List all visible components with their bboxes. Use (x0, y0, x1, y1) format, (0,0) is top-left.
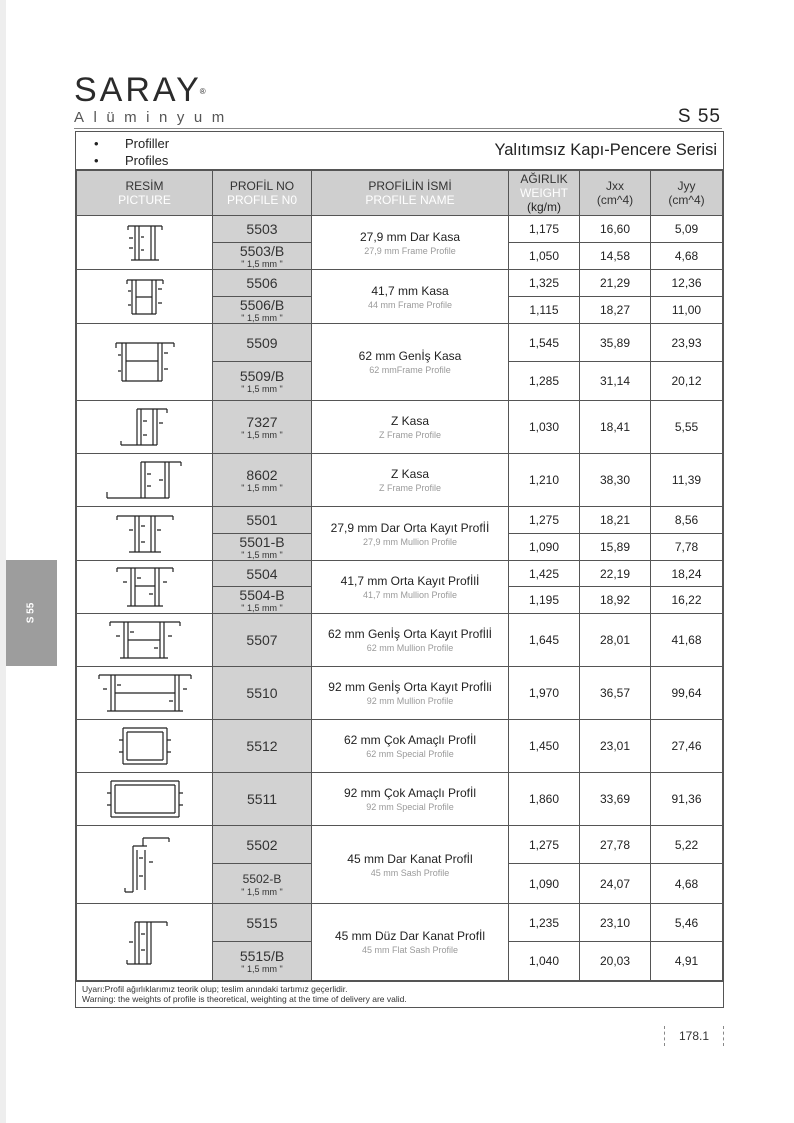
jyy-cell: 16,22 (651, 587, 723, 614)
jyy-cell: 41,68 (651, 614, 723, 667)
weight-cell: 1,275 (509, 507, 580, 534)
jyy-cell: 27,46 (651, 720, 723, 773)
profile-5501-icon (113, 512, 177, 556)
jyy-cell: 5,22 (651, 826, 723, 864)
profile-name-cell (312, 561, 509, 614)
weight-cell: 1,090 (509, 864, 580, 904)
profile-no-cell (213, 773, 312, 826)
weight-warning (76, 981, 723, 1007)
warning-tr: Uyarı:Profil ağırlıklarımız teorik olup; teslim anındaki tartımız geçerlidir. (82, 984, 348, 994)
brand-logo (74, 72, 234, 126)
profile-no-cell (213, 270, 312, 297)
jxx-cell: 23,01 (580, 720, 651, 773)
jyy-cell: 4,91 (651, 942, 723, 981)
jyy-cell: 11,39 (651, 454, 723, 507)
series-title: Yalıtımsız Kapı-Pencere Serisi (494, 141, 717, 159)
header-profile-name (312, 171, 509, 216)
weight-cell: 1,235 (509, 904, 580, 942)
header-weight-en: WEIGHT (520, 186, 568, 200)
profile-thickness-note: " 1,5 mm " (241, 313, 283, 323)
jyy-cell: 8,56 (651, 507, 723, 534)
jxx-cell: 22,19 (580, 561, 651, 587)
profile-name-en: 27,9 mm Mullion Profile (362, 536, 458, 547)
header-profile-name-tr: PROFİLİN İSMİ (368, 179, 452, 193)
warning-en: Warning: the weights of profile is theoretical, weighting at the time of delivery are valid. (82, 994, 407, 1004)
table-titlebar (76, 132, 723, 170)
profile-no: 8602 (246, 467, 278, 483)
profile-name-cell (312, 720, 509, 773)
profile-no: 5501-B (239, 534, 285, 550)
profile-no-cell (213, 826, 312, 864)
jxx-cell: 28,01 (580, 614, 651, 667)
row-picture (77, 454, 213, 507)
profile-no: 5506/B (239, 297, 285, 313)
page-number: 178.1 (678, 1029, 710, 1043)
profile-name-cell (312, 507, 509, 561)
profile-no: 5515/B (239, 948, 285, 964)
profile-name-cell (312, 773, 509, 826)
profile-no-cell (213, 362, 312, 401)
profile-no: 7327 (246, 414, 278, 430)
jxx-cell: 14,58 (580, 243, 651, 270)
profile-no-cell (213, 324, 312, 362)
profile-name-cell (312, 216, 509, 270)
weight-cell: 1,325 (509, 270, 580, 297)
profile-name-tr: 92 mm Çok Amaçlı Profİl (343, 786, 477, 800)
jyy-cell: 5,55 (651, 401, 723, 454)
profile-name-tr: 62 mm Çok Amaçlı Profİl (343, 733, 477, 747)
row-picture (77, 614, 213, 667)
profile-no: 5511 (246, 791, 278, 807)
row-picture (77, 270, 213, 324)
weight-cell: 1,195 (509, 587, 580, 614)
jxx-cell: 31,14 (580, 362, 651, 401)
profile-name-en: 92 mm Mullion Profile (366, 696, 454, 706)
row-picture (77, 773, 213, 826)
profile-no-cell (213, 614, 312, 667)
header-jyy (651, 171, 723, 216)
table-row (77, 324, 723, 362)
profile-thickness-note: " 1,5 mm " (241, 483, 283, 493)
weight-cell: 1,040 (509, 942, 580, 981)
profile-name-tr: 92 mm Genİş Orta Kayıt Profİli (328, 680, 492, 694)
table-row (77, 401, 723, 454)
table-row (77, 773, 723, 826)
jxx-cell: 21,29 (580, 270, 651, 297)
jxx-cell: 23,10 (580, 904, 651, 942)
profile-no-cell (213, 864, 312, 904)
profile-name-cell (312, 614, 509, 667)
profile-5507-icon (106, 618, 184, 662)
header-picture-en: PICTURE (118, 193, 171, 207)
row-picture (77, 904, 213, 981)
table-row (77, 720, 723, 773)
profile-name-cell (312, 401, 509, 454)
profile-no: 5504-B (239, 587, 285, 603)
profile-name-en: 44 mm Frame Profile (367, 299, 453, 310)
profile-no-cell (213, 561, 312, 587)
jyy-cell: 20,12 (651, 362, 723, 401)
section-label-tr: • Profiller (94, 135, 169, 152)
profile-no: 5502 (246, 836, 278, 853)
table-row (77, 614, 723, 667)
jyy-cell: 99,64 (651, 667, 723, 720)
jyy-cell: 11,00 (651, 297, 723, 324)
side-tab-label: S 55 (25, 602, 37, 624)
profile-name-tr: 41,7 mm Kasa (371, 283, 449, 298)
profile-name-tr: 62 mm Genİş Orta Kayıt Profİlİ (327, 627, 493, 641)
profile-no: 5501 (246, 512, 278, 528)
row-picture (77, 561, 213, 614)
profile-5515-icon (117, 916, 173, 968)
profile-thickness-note: " 1,5 mm " (241, 259, 283, 269)
brand-name: SARAY (74, 71, 202, 109)
profile-name-en: 62 mm Special Profile (366, 749, 454, 759)
row-picture (77, 720, 213, 773)
jxx-cell: 38,30 (580, 454, 651, 507)
profile-thickness-note: " 1,5 mm " (241, 384, 283, 394)
weight-cell: 1,970 (509, 667, 580, 720)
row-picture (77, 507, 213, 561)
profile-no: 5509/B (239, 368, 285, 384)
header-weight-unit: (kg/m) (527, 200, 561, 214)
header-profile-no-en: PROFILE N0 (226, 193, 298, 207)
profile-no-cell (213, 216, 312, 243)
weight-cell: 1,050 (509, 243, 580, 270)
profile-name-en: Z Frame Profile (378, 483, 441, 493)
profile-7327-icon (117, 405, 173, 449)
weight-cell: 1,645 (509, 614, 580, 667)
profile-no-cell (213, 720, 312, 773)
jxx-cell: 20,03 (580, 942, 651, 981)
profile-table-frame (75, 131, 724, 1008)
jxx-cell: 18,92 (580, 587, 651, 614)
profile-name-cell (312, 324, 509, 401)
profile-name-en: Z Frame Profile (378, 430, 441, 440)
header-weight (509, 171, 580, 216)
jxx-cell: 18,27 (580, 297, 651, 324)
header-rule (74, 128, 722, 129)
side-tab (6, 560, 57, 666)
jyy-cell: 5,46 (651, 904, 723, 942)
profile-name-cell (312, 826, 509, 904)
weight-cell: 1,450 (509, 720, 580, 773)
profile-5504-icon (113, 564, 177, 610)
header-jxx-unit: (cm^4) (596, 193, 634, 207)
profile-5502-icon (115, 832, 175, 898)
profile-no: 5512 (246, 738, 278, 754)
jxx-cell: 33,69 (580, 773, 651, 826)
header-profile-no (213, 171, 312, 216)
jxx-cell: 18,41 (580, 401, 651, 454)
profile-thickness-note: " 1,5 mm " (241, 430, 283, 440)
header-picture (77, 171, 213, 216)
profile-thickness-note: " 1,5 mm " (241, 964, 283, 974)
weight-cell: 1,175 (509, 216, 580, 243)
profile-name-en: 62 mmFrame Profile (369, 365, 451, 375)
profile-no-cell (213, 297, 312, 324)
brand-sub: Alüminyum (74, 109, 234, 126)
row-picture (77, 324, 213, 401)
table-row (77, 561, 723, 587)
profile-name-en: 45 mm Sash Profile (370, 867, 450, 878)
profile-name-en: 92 mm Special Profile (366, 802, 454, 812)
row-picture (77, 826, 213, 904)
jyy-cell: 4,68 (651, 243, 723, 270)
registered-mark: ® (199, 87, 209, 96)
profile-name-cell (312, 270, 509, 324)
profile-5506-icon (124, 277, 166, 317)
jyy-cell: 4,68 (651, 864, 723, 904)
table-row (77, 270, 723, 297)
profile-name-tr: 27,9 mm Dar Orta Kayıt Profİİ (330, 520, 490, 535)
jyy-cell: 91,36 (651, 773, 723, 826)
profile-name-en: 41,7 mm Mullion Profile (362, 590, 458, 600)
profile-no: 5502-B (242, 871, 282, 886)
weight-cell: 1,545 (509, 324, 580, 362)
jxx-cell: 35,89 (580, 324, 651, 362)
profile-5510-icon (95, 671, 195, 715)
profile-no: 5515 (246, 914, 278, 931)
header-jxx-label: Jxx (606, 179, 624, 193)
profile-thickness-note: " 1,5 mm " (241, 550, 283, 560)
jxx-cell: 15,89 (580, 534, 651, 561)
series-code: S 55 (677, 106, 721, 127)
profile-name-cell (312, 454, 509, 507)
profile-name-tr: 27,9 mm Dar Kasa (359, 229, 461, 244)
header-jxx (580, 171, 651, 216)
weight-cell: 1,425 (509, 561, 580, 587)
profile-5512-icon (115, 724, 175, 768)
profile-name-tr: Z Kasa (390, 414, 429, 428)
table-row (77, 507, 723, 534)
profile-no-cell (213, 507, 312, 534)
row-picture (77, 216, 213, 270)
table-row (77, 667, 723, 720)
jxx-cell: 24,07 (580, 864, 651, 904)
profile-5511-icon (103, 777, 187, 821)
row-picture (77, 667, 213, 720)
profile-name-en: 62 mm Mullion Profile (366, 643, 454, 653)
table-row (77, 826, 723, 864)
weight-cell: 1,115 (509, 297, 580, 324)
profile-no: 5503 (246, 221, 278, 237)
profile-name-en: 45 mm Flat Sash Profile (361, 945, 459, 955)
jyy-cell: 7,78 (651, 534, 723, 561)
jyy-cell: 23,93 (651, 324, 723, 362)
jxx-cell: 36,57 (580, 667, 651, 720)
profile-8602-icon (105, 458, 185, 502)
profile-name-tr: 45 mm Dar Kanat Profİl (347, 851, 473, 866)
weight-cell: 1,030 (509, 401, 580, 454)
profile-no: 5504 (246, 565, 278, 582)
section-label-en: • Profiles (94, 152, 169, 169)
profile-no-cell (213, 942, 312, 981)
profile-no: 5507 (246, 632, 278, 648)
header-profile-no-tr: PROFİL NO (229, 179, 295, 193)
profile-name-tr: 45 mm Düz Dar Kanat Profİl (334, 929, 486, 943)
weight-cell: 1,210 (509, 454, 580, 507)
profile-no-cell (213, 401, 312, 454)
profile-name-cell (312, 904, 509, 981)
profile-name-tr: 62 mm Genİş Kasa (358, 349, 462, 363)
jyy-cell: 18,24 (651, 561, 723, 587)
table-header-row (77, 171, 723, 216)
jxx-cell: 27,78 (580, 826, 651, 864)
profile-no: 5509 (246, 334, 278, 351)
profile-no-cell (213, 243, 312, 270)
profile-thickness-note: " 1,5 mm " (241, 603, 283, 613)
jyy-cell: 12,36 (651, 270, 723, 297)
jyy-cell: 5,09 (651, 216, 723, 243)
profile-no-cell (213, 454, 312, 507)
profile-name-en: 27,9 mm Frame Profile (364, 245, 456, 256)
profile-no: 5506 (246, 275, 278, 291)
header-picture-tr: RESİM (125, 179, 164, 193)
row-picture (77, 401, 213, 454)
profile-name-tr: 41,7 mm Orta Kayıt Profİlİ (340, 574, 480, 588)
header-jyy-unit: (cm^4) (668, 193, 705, 207)
weight-cell: 1,285 (509, 362, 580, 401)
table-row (77, 454, 723, 507)
profile-name-tr: Z Kasa (390, 467, 429, 481)
header-jyy-label: Jyy (677, 179, 696, 193)
weight-cell: 1,090 (509, 534, 580, 561)
profile-5503-icon (125, 223, 165, 263)
profile-no-cell (213, 587, 312, 614)
profile-no: 5503/B (239, 243, 285, 259)
profile-5509-icon (112, 339, 178, 385)
page-number-box (664, 1026, 724, 1046)
jxx-cell: 18,21 (580, 507, 651, 534)
table-row (77, 216, 723, 243)
profile-name-cell (312, 667, 509, 720)
section-bullets (94, 135, 169, 169)
table-row (77, 904, 723, 942)
profile-no-cell (213, 534, 312, 561)
profile-no-cell (213, 904, 312, 942)
profile-thickness-note: " 1,5 mm " (241, 886, 283, 897)
weight-cell: 1,860 (509, 773, 580, 826)
profile-table (76, 170, 723, 981)
header-weight-tr: AĞIRLIK (520, 172, 568, 186)
weight-cell: 1,275 (509, 826, 580, 864)
profile-no: 5510 (246, 685, 278, 701)
jxx-cell: 16,60 (580, 216, 651, 243)
profile-no-cell (213, 667, 312, 720)
header-profile-name-en: PROFILE NAME (365, 193, 455, 207)
